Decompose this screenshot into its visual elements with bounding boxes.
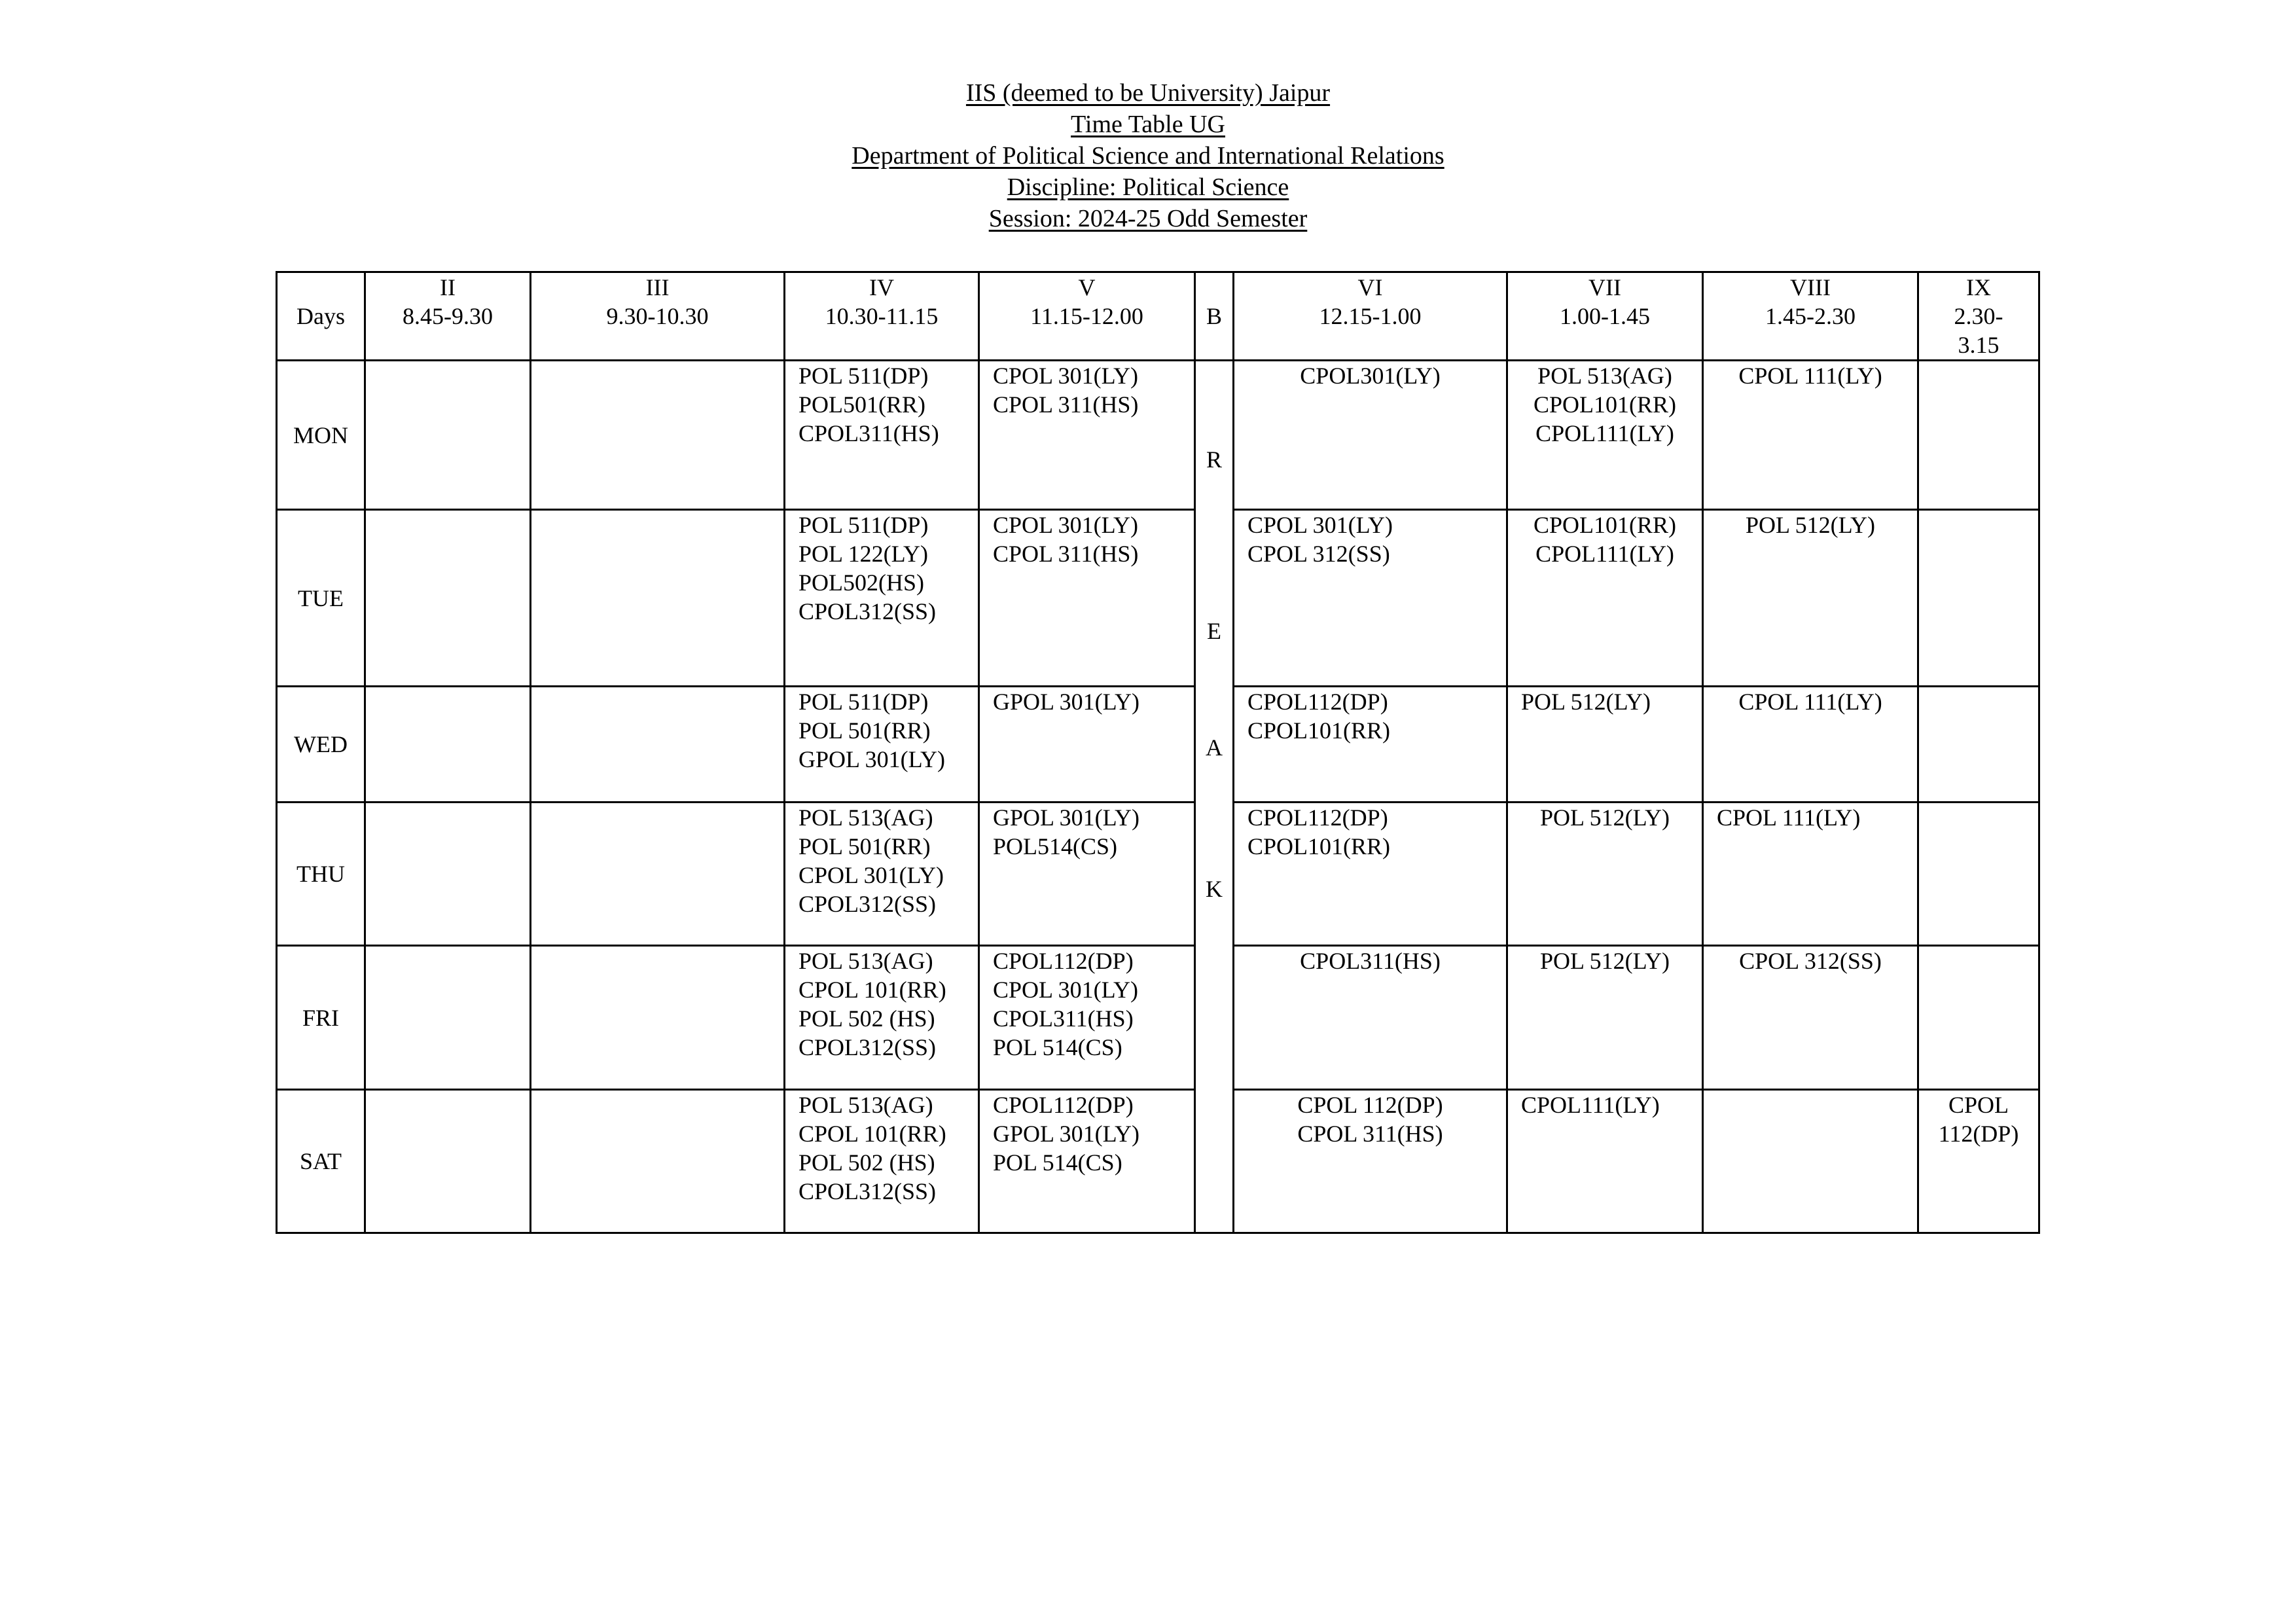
discipline-title: Discipline: Political Science — [1007, 173, 1289, 201]
course-entry: CPOL312(SS) — [798, 1178, 937, 1204]
timetable-cell — [979, 946, 1195, 1090]
break-letter: E — [1207, 618, 1221, 644]
day-label: WED — [277, 687, 365, 803]
course-entry: CPOL 301(LY) — [798, 862, 944, 888]
timetable-cell — [1918, 510, 2039, 687]
course-entry: POL514(CS) — [993, 833, 1118, 859]
course-entry: CPOL 312(SS) — [1247, 541, 1390, 567]
day-row — [277, 803, 2039, 946]
course-entry: CPOL112(DP) — [993, 948, 1134, 974]
timetable-cell — [1234, 803, 1507, 946]
timetable-cell — [785, 687, 979, 803]
period-time: 2.30- — [1954, 303, 2003, 329]
course-entry: POL 122(LY) — [798, 541, 929, 567]
course-entry: CPOL 301(LY) — [993, 363, 1139, 389]
course-entry: CPOL 111(LY) — [1717, 804, 1861, 831]
course-entry: POL 512(LY) — [1521, 689, 1651, 715]
course-entry: CPOL111(LY) — [1535, 420, 1674, 446]
course-entry: CPOL 101(RR) — [798, 977, 946, 1003]
course-entry: CPOL101(RR) — [1533, 512, 1677, 538]
period-header — [1703, 272, 1918, 361]
period-number: VIII — [1790, 274, 1831, 300]
course-entry: POL 502 (HS) — [798, 1149, 935, 1176]
course-entry: CPOL 101(RR) — [798, 1121, 946, 1147]
day-label: TUE — [277, 510, 365, 687]
day-row — [277, 361, 2039, 510]
period-number: IX — [1966, 274, 1991, 300]
course-entry: POL502(HS) — [798, 569, 925, 596]
timetable-cell — [1234, 687, 1507, 803]
period-header — [979, 272, 1195, 361]
course-entry: CPOL 111(LY) — [1738, 689, 1882, 715]
timetable-cell — [1918, 946, 2039, 1090]
day-label: SAT — [277, 1090, 365, 1233]
course-entry: GPOL 301(LY) — [993, 804, 1140, 831]
timetable-cell-empty — [531, 361, 785, 510]
course-entry: POL 513(AG) — [798, 1092, 933, 1118]
course-entry: POL 514(CS) — [993, 1149, 1122, 1176]
course-entry: CPOL — [1948, 1092, 2009, 1118]
timetable-cell-empty — [531, 1090, 785, 1233]
timetable-cell-empty — [531, 510, 785, 687]
timetable-cell — [1507, 1090, 1703, 1233]
timetable-cell — [785, 510, 979, 687]
timetable-cell-empty — [365, 1090, 531, 1233]
course-entry: GPOL 301(LY) — [993, 1121, 1140, 1147]
timetable-cell — [1703, 510, 1918, 687]
period-time: 1.00-1.45 — [1560, 303, 1650, 329]
timetable-cell — [1507, 361, 1703, 510]
day-row — [277, 687, 2039, 803]
session-title: Session: 2024-25 Odd Semester — [988, 205, 1308, 232]
period-time: 8.45-9.30 — [403, 303, 493, 329]
course-entry: CPOL 311(HS) — [993, 541, 1139, 567]
course-entry: POL 511(DP) — [798, 689, 929, 715]
timetable-cell — [979, 803, 1195, 946]
course-entry: POL 511(DP) — [798, 512, 929, 538]
course-entry: POL 512(LY) — [1539, 948, 1670, 974]
course-entry: 112(DP) — [1938, 1121, 2019, 1147]
timetable-cell — [785, 946, 979, 1090]
timetable-cell — [1918, 803, 2039, 946]
course-entry: POL 501(RR) — [798, 717, 931, 744]
course-entry: POL 513(AG) — [798, 804, 933, 831]
course-entry: CPOL 312(SS) — [1739, 948, 1882, 974]
period-header — [785, 272, 979, 361]
course-entry: CPOL 301(LY) — [1247, 512, 1393, 538]
period-number: III — [645, 274, 670, 300]
day-row — [277, 946, 2039, 1090]
timetable-cell-empty — [365, 946, 531, 1090]
timetable-cell-empty — [531, 687, 785, 803]
timetable-cell — [785, 803, 979, 946]
timetable-cell — [1703, 361, 1918, 510]
course-entry: CPOL301(LY) — [1300, 363, 1441, 389]
timetable-cell — [1507, 687, 1703, 803]
timetable-cell — [1234, 361, 1507, 510]
day-label: THU — [277, 803, 365, 946]
timetable-cell — [1918, 1090, 2039, 1233]
timetable-cell — [1703, 687, 1918, 803]
course-entry: POL501(RR) — [798, 391, 926, 418]
timetable-cell — [1234, 946, 1507, 1090]
timetable-cell — [1703, 946, 1918, 1090]
timetable-cell — [1703, 1090, 1918, 1233]
timetable-cell — [979, 1090, 1195, 1233]
course-entry: POL 512(LY) — [1539, 804, 1670, 831]
course-entry: POL 501(RR) — [798, 833, 931, 859]
course-entry: POL 512(LY) — [1745, 512, 1876, 538]
course-entry: CPOL 301(LY) — [993, 977, 1139, 1003]
timetable-title: Time Table UG — [1071, 111, 1225, 138]
period-header — [531, 272, 785, 361]
course-entry: CPOL101(RR) — [1533, 391, 1677, 418]
timetable-cell — [1918, 361, 2039, 510]
timetable-cell-empty — [365, 361, 531, 510]
department-title: Department of Political Science and International Relations — [852, 142, 1444, 170]
course-entry: CPOL 311(HS) — [993, 391, 1139, 418]
course-entry: POL 513(AG) — [798, 948, 933, 974]
timetable-cell-empty — [365, 510, 531, 687]
period-time: 9.30-10.30 — [606, 303, 709, 329]
period-header — [365, 272, 531, 361]
course-entry: POL 502 (HS) — [798, 1005, 935, 1032]
course-entry: CPOL 301(LY) — [993, 512, 1139, 538]
course-entry: CPOL101(RR) — [1247, 717, 1391, 744]
timetable-cell — [979, 510, 1195, 687]
course-entry: POL 513(AG) — [1537, 363, 1672, 389]
period-time-continued: 3.15 — [1958, 332, 2000, 358]
break-letter: R — [1206, 446, 1222, 473]
break-header: B — [1195, 272, 1234, 361]
course-entry: CPOL112(DP) — [993, 1092, 1134, 1118]
document-header — [0, 77, 2296, 234]
timetable-cell-empty — [365, 687, 531, 803]
timetable-cell — [1234, 1090, 1507, 1233]
period-number: II — [440, 274, 456, 300]
period-number: VII — [1588, 274, 1621, 300]
course-entry: CPOL112(DP) — [1247, 689, 1388, 715]
period-header — [1507, 272, 1703, 361]
day-row — [277, 510, 2039, 687]
day-row — [277, 1090, 2039, 1233]
timetable-cell — [1507, 803, 1703, 946]
timetable-cell-empty — [531, 803, 785, 946]
period-time: 1.45-2.30 — [1765, 303, 1856, 329]
course-entry: GPOL 301(LY) — [798, 746, 946, 772]
period-time: 10.30-11.15 — [825, 303, 939, 329]
course-entry: CPOL312(SS) — [798, 1034, 937, 1060]
timetable — [276, 271, 2040, 1234]
timetable-cell — [1918, 687, 2039, 803]
timetable-cell-empty — [365, 803, 531, 946]
day-label: MON — [277, 361, 365, 510]
header-row — [277, 272, 2039, 361]
period-number: IV — [869, 274, 894, 300]
break-letter: K — [1206, 876, 1223, 902]
course-entry: CPOL111(LY) — [1535, 541, 1674, 567]
institution-title: IIS (deemed to be University) Jaipur — [965, 79, 1331, 107]
course-entry: CPOL312(SS) — [798, 598, 937, 624]
course-entry: POL 514(CS) — [993, 1034, 1122, 1060]
period-time: 12.15-1.00 — [1319, 303, 1422, 329]
course-entry: CPOL311(HS) — [1300, 948, 1441, 974]
course-entry: CPOL311(HS) — [993, 1005, 1134, 1032]
course-entry: CPOL312(SS) — [798, 891, 937, 917]
course-entry: GPOL 301(LY) — [993, 689, 1140, 715]
timetable-cell — [1234, 510, 1507, 687]
timetable-cell — [1507, 510, 1703, 687]
period-number: VI — [1357, 274, 1383, 300]
period-number: V — [1078, 274, 1096, 300]
course-entry: CPOL 112(DP) — [1297, 1092, 1443, 1118]
break-letter: A — [1206, 734, 1223, 761]
timetable-cell-empty — [531, 946, 785, 1090]
timetable-cell — [1703, 803, 1918, 946]
course-entry: CPOL 111(LY) — [1738, 363, 1882, 389]
course-entry: CPOL112(DP) — [1247, 804, 1388, 831]
course-entry: POL 511(DP) — [798, 363, 929, 389]
break-column — [1195, 361, 1234, 1233]
timetable-cell — [979, 361, 1195, 510]
course-entry: CPOL311(HS) — [798, 420, 939, 446]
timetable-cell — [979, 687, 1195, 803]
timetable-cell — [785, 1090, 979, 1233]
timetable-cell — [785, 361, 979, 510]
period-header — [1234, 272, 1507, 361]
course-entry: CPOL 311(HS) — [1297, 1121, 1443, 1147]
period-time: 11.15-12.00 — [1030, 303, 1143, 329]
timetable-cell — [1507, 946, 1703, 1090]
course-entry: CPOL111(LY) — [1521, 1092, 1660, 1118]
day-label: FRI — [277, 946, 365, 1090]
course-entry: CPOL101(RR) — [1247, 833, 1391, 859]
period-header — [1918, 272, 2039, 361]
days-header: Days — [277, 272, 365, 361]
